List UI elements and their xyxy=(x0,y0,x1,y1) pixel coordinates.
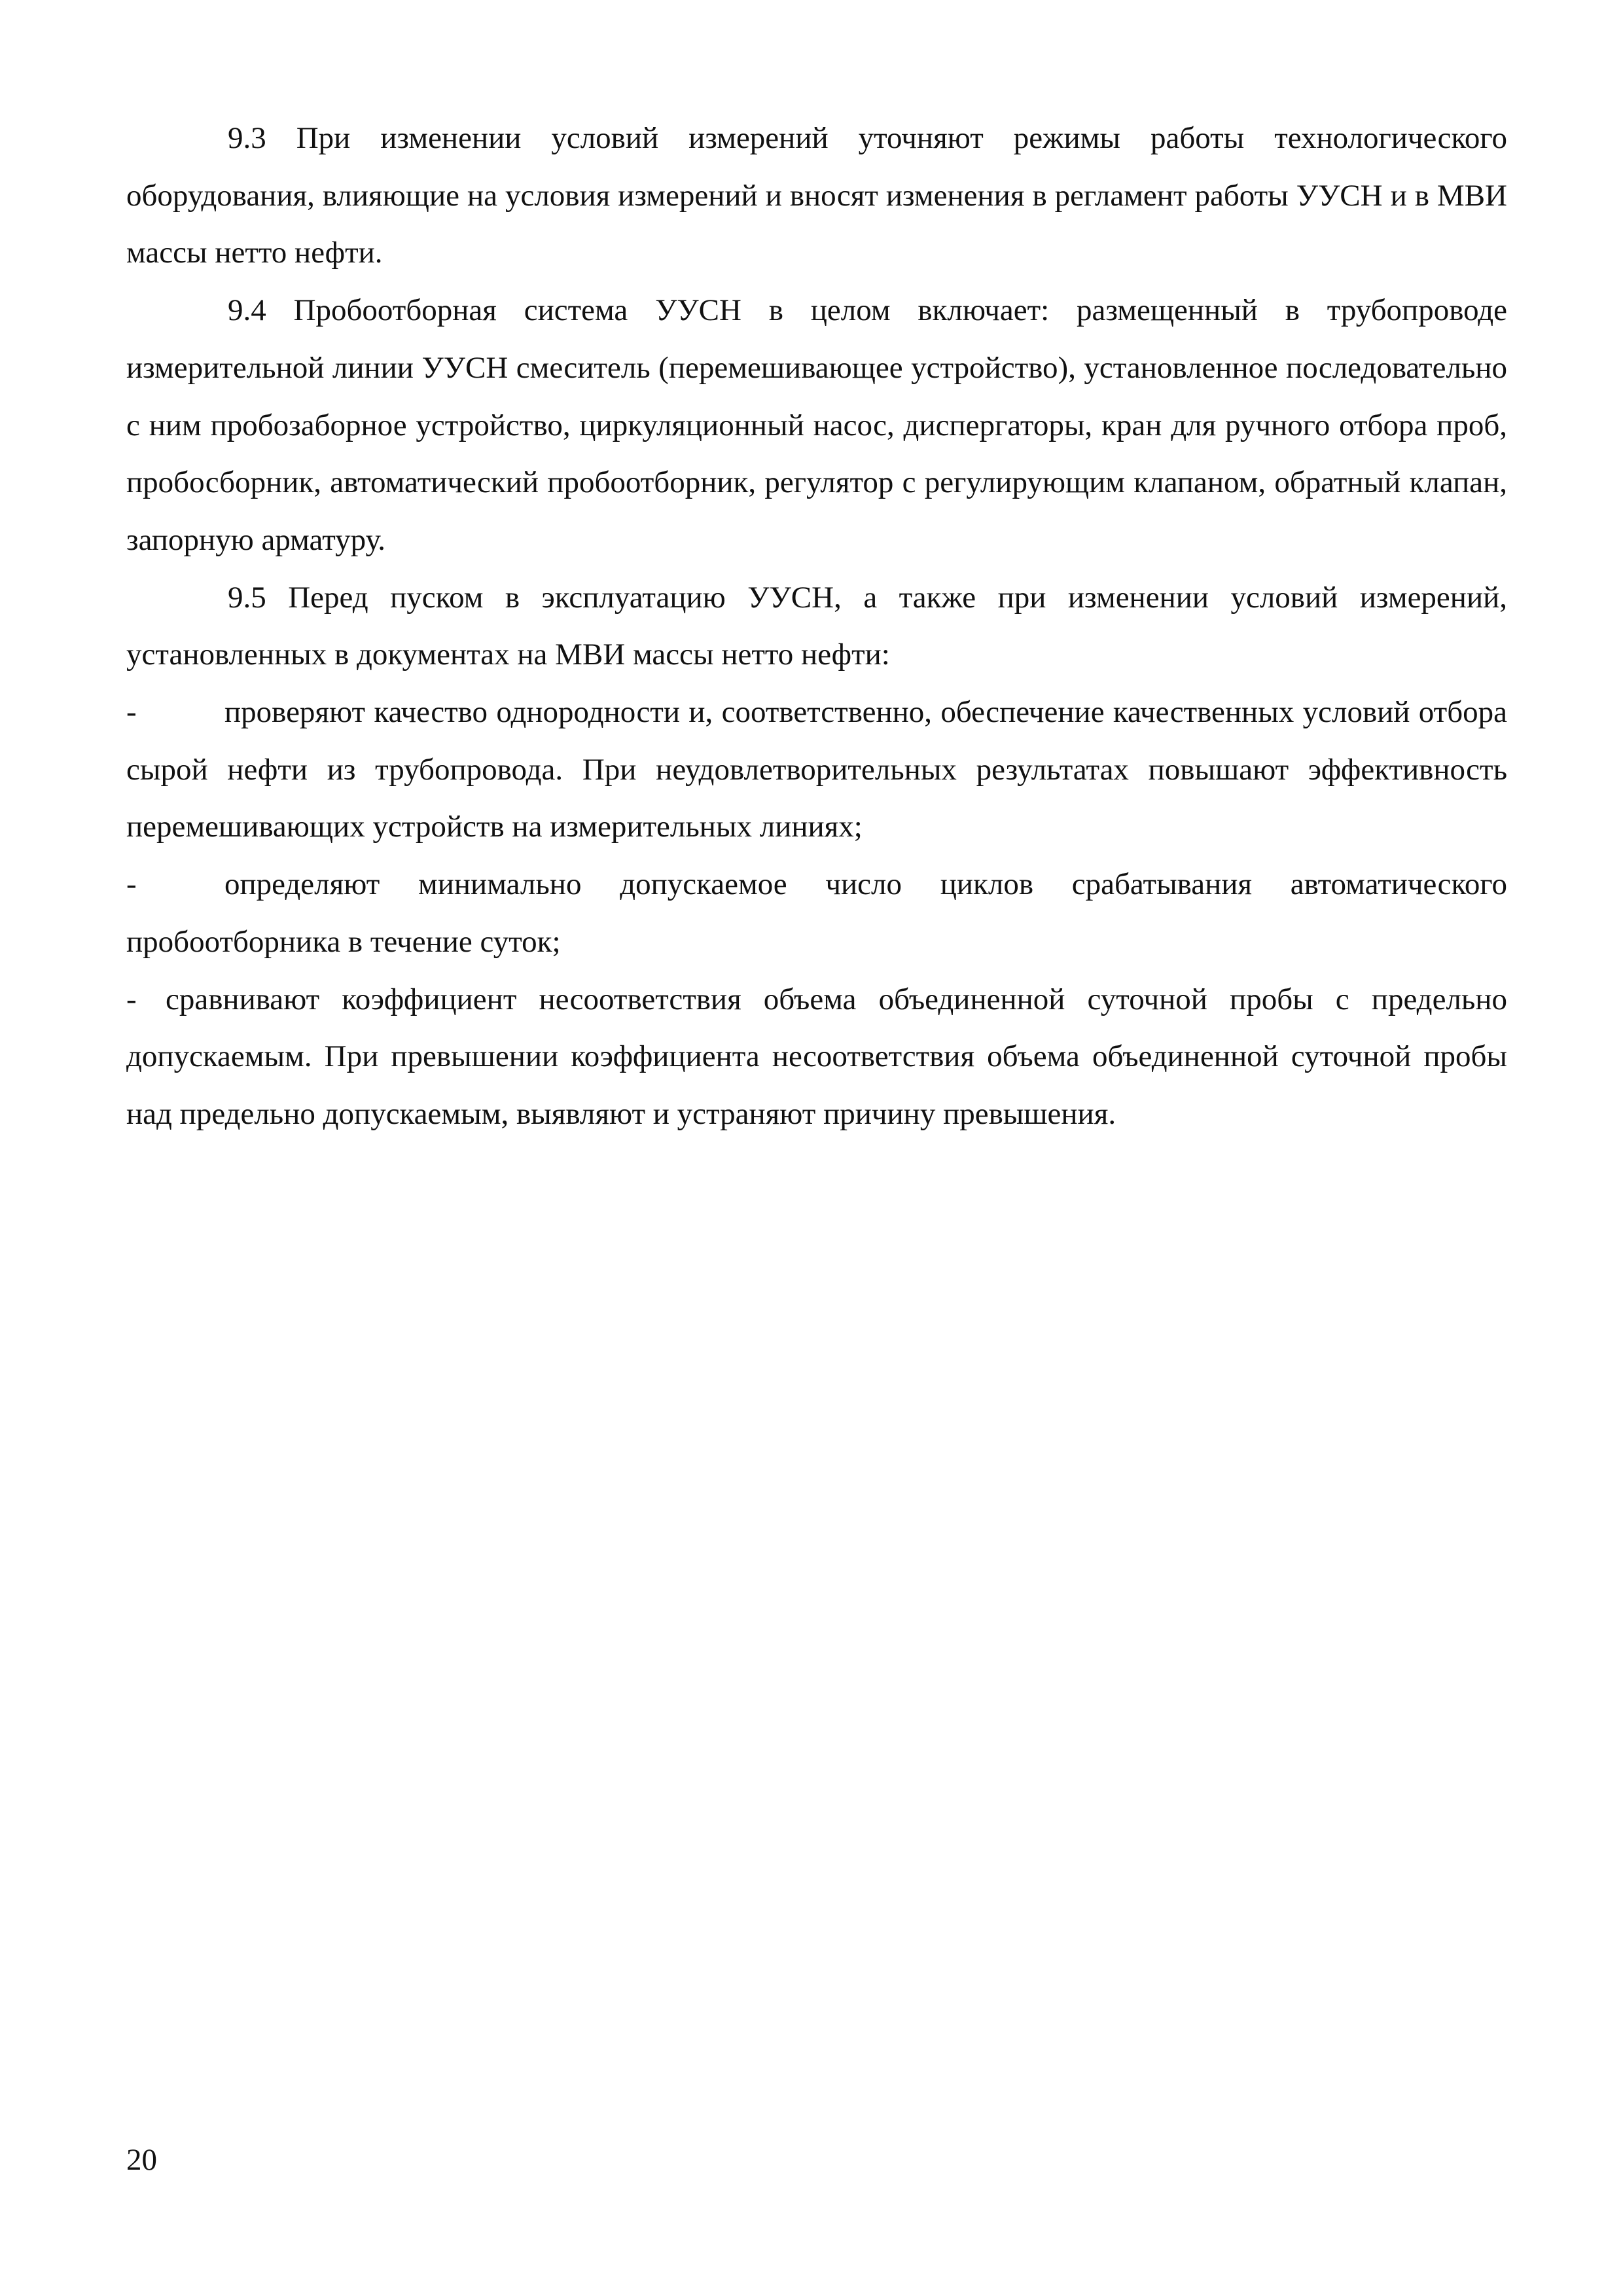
list-item-text: сравнивают коэффициент несоответствия объема объединенной суточной пробы с предельно допускаемым. При превышении коэффициента несоответствия объема объединенной суточной пробы над предельно допускаемым, выявляют и устраняют причину превышения. xyxy=(126,982,1507,1131)
paragraph-9-4: 9.4 Пробоотборная система УУСН в целом включает: размещенный в трубопроводе измерительной линии УУСН смеситель (перемешивающее устройство), установленное последовательно с ним пробозаборное устройство, циркуляционный насос, диспергаторы, кран для ручного отбора проб, пробосборник, автоматический пробоотборник, регулятор с регулирующим клапаном, обратный клапан, запорную арматуру. xyxy=(126,293,1507,557)
list-dash: - xyxy=(126,695,137,730)
body-text xyxy=(126,110,1507,1143)
list-item xyxy=(126,684,1507,856)
list-item xyxy=(126,856,1507,971)
list-item-text: проверяют качество однородности и, соответственно, обеспечение качественных условий отбора сырой нефти из трубопровода. При неудовлетворительных результатах повышают эффективность перемешивающих устройств на измерительных линиях; xyxy=(126,695,1507,844)
paragraph-9-3: 9.3 При изменении условий измерений уточняют режимы работы технологического оборудования, влияющие на условия измерений и вносят изменения в регламент работы УУСН и в МВИ массы нетто нефти. xyxy=(126,121,1507,270)
list-dash: - xyxy=(126,867,137,902)
list-item xyxy=(126,971,1507,1143)
page-number: 20 xyxy=(126,2143,157,2177)
paragraph-9-5: 9.5 Перед пуском в эксплуатацию УУСН, а также при изменении условий измерений, установленных в документах на МВИ массы нетто нефти: xyxy=(126,580,1507,672)
list-dash: - xyxy=(126,982,137,1016)
list-item-text: определяют минимально допускаемое число циклов срабатывания автоматического пробоотборника в течение суток; xyxy=(126,867,1507,959)
